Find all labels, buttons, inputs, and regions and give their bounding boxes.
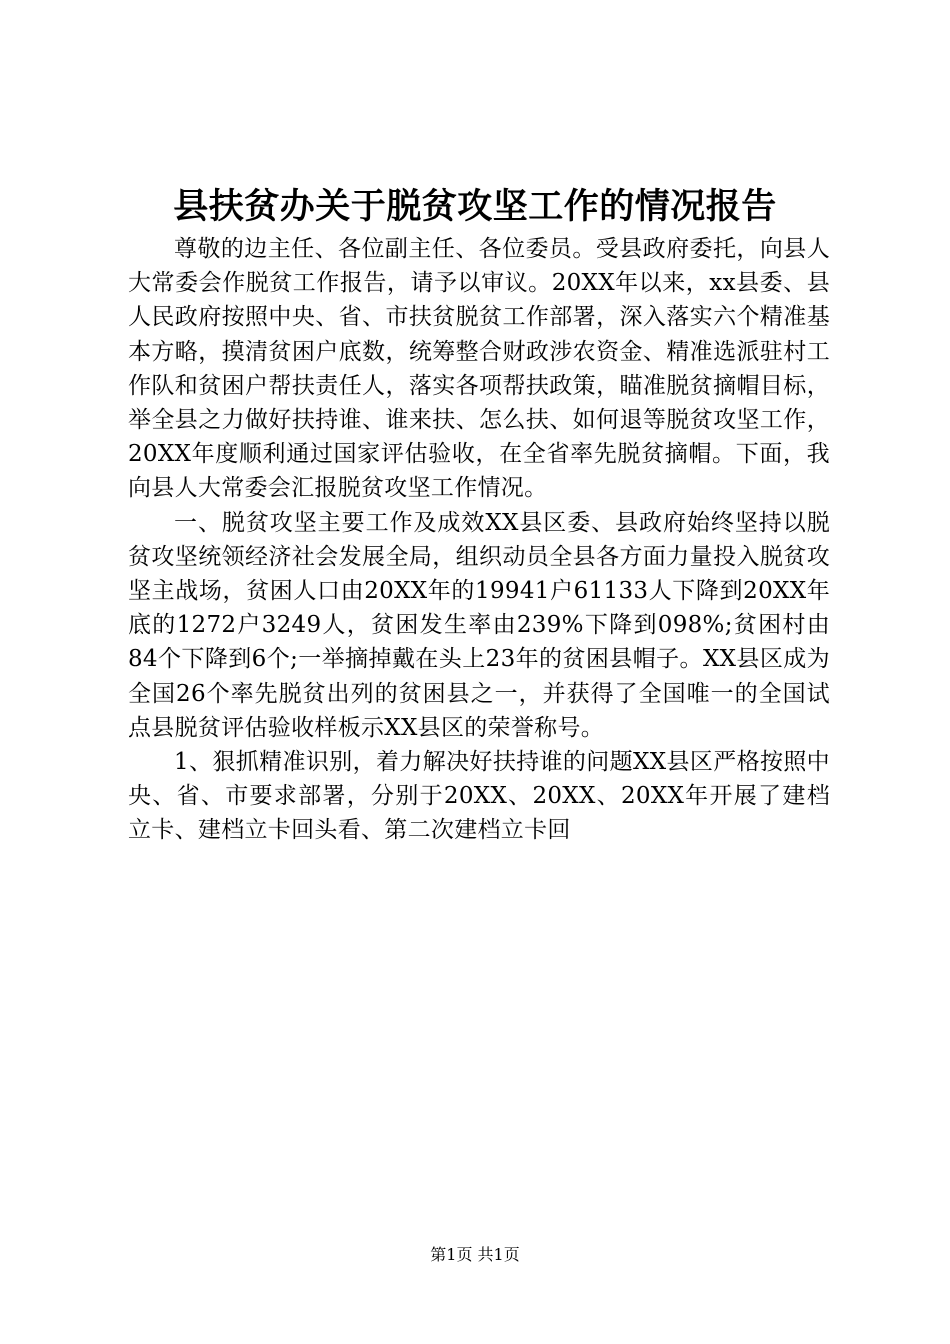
document-title: 县扶贫办关于脱贫攻坚工作的情况报告: [173, 186, 777, 227]
document-body: [128, 232, 830, 848]
page-footer: 第1页 共1页: [430, 1245, 520, 1264]
body-paragraph-2: 一、脱贫攻坚主要工作及成效XX县区委、县政府始终坚持以脱贫攻坚统领经济社会发展全局，组织动员全县各方面力量投入脱贫攻坚主战场，贫困人口由20XX年的19941户61133人下降到20XX年底的1272户3249人，贫困发生率由239%下降到098%;贫困村由84个下降到6个;一举摘掉戴在头上23年的贫困县帽子。XX县区成为全国26个率先脱贫出列的贫困县之一，并获得了全国唯一的全国试点县脱贫评估验收样板示XX县区的荣誉称号。: [128, 509, 830, 741]
body-paragraph-3: 1、狠抓精准识别，着力解决好扶持谁的问题XX县区严格按照中央、省、市要求部署，分别于20XX、20XX、20XX年开展了建档立卡、建档立卡回头看、第二次建档立卡回: [128, 749, 830, 844]
body-paragraph-1: 尊敬的边主任、各位副主任、各位委员。受县政府委托，向县人大常委会作脱贫工作报告，请予以审议。20XX年以来，xx县委、县人民政府按照中央、省、市扶贫脱贫工作部署，深入落实六个精准基本方略，摸清贫困户底数，统筹整合财政涉农资金、精准选派驻村工作队和贫困户帮扶责任人，落实各项帮扶政策，瞄准脱贫摘帽目标，举全县之力做好扶持谁、谁来扶、怎么扶、如何退等脱贫攻坚工作，20XX年度顺利通过国家评估验收，在全省率先脱贫摘帽。下面，我向县人大常委会汇报脱贫攻坚工作情况。: [128, 236, 830, 502]
